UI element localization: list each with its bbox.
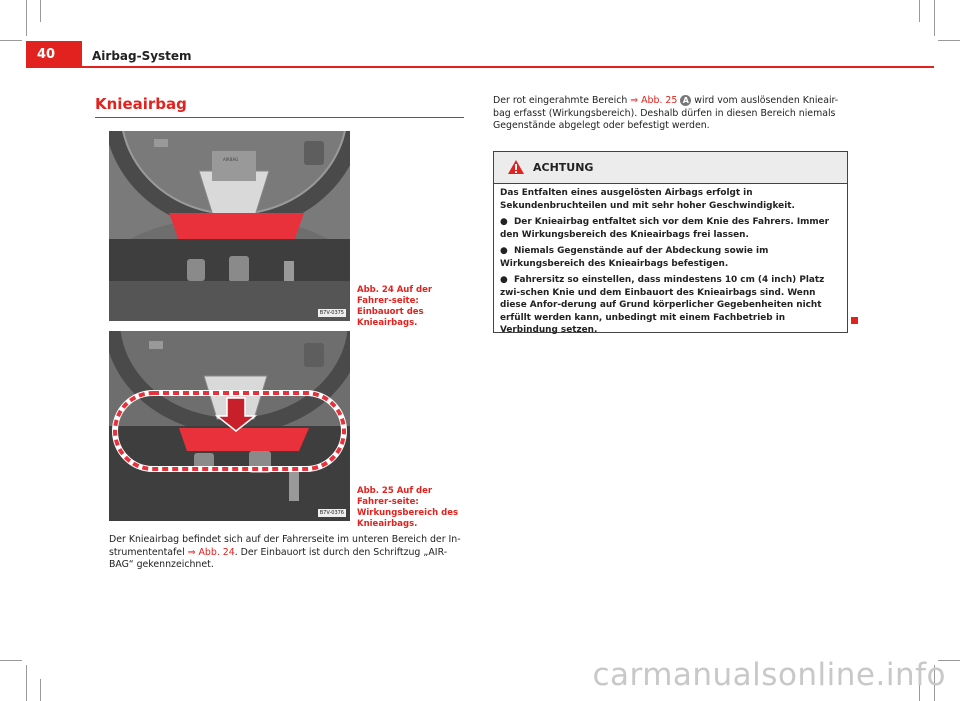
warning-header — [494, 152, 847, 184]
warning-body — [494, 184, 847, 344]
crop-mark — [26, 665, 27, 701]
figure-knee-airbag-zone — [109, 331, 350, 521]
header-rule — [26, 66, 934, 68]
crop-mark — [919, 0, 920, 22]
crop-mark — [938, 40, 960, 41]
figure-reference-link[interactable]: ⇒ Abb. 25 — [630, 95, 678, 106]
figure-code: B7V-0376 — [319, 510, 344, 516]
chapter-title: Airbag-System — [92, 49, 192, 63]
crop-mark — [26, 0, 27, 36]
watermark: carmanualsonline.info — [592, 657, 946, 693]
svg-text:AIRBAG: AIRBAG — [223, 157, 239, 162]
section-end-marker — [851, 317, 858, 324]
warning-triangle-icon — [507, 159, 525, 175]
figure-knee-airbag-location — [109, 131, 350, 321]
figure-code: B7V-0375 — [319, 310, 344, 316]
figure-illustration — [109, 331, 350, 521]
crop-mark — [40, 0, 41, 22]
paragraph-text: wird vom auslösenden Knieair-bag erfasst (Wirkungsbereich). Deshalb dürfen in diesen Bereich niemals Gegenstände abgelegt oder befestigt werden. — [493, 95, 839, 131]
warning-intro: Das Entfalten eines ausgelösten Airbags erfolgt in Sekundenbruchteilen und mit sehr hoher Geschwindigkeit. — [500, 188, 795, 211]
bullet-symbol: ● — [500, 275, 508, 285]
figure-reference-link[interactable]: ⇒ Abb. 24 — [187, 546, 235, 558]
paragraph-text: Der Knieairbag befindet sich auf der Fahrerseite im unteren Bereich der In-strumententafel — [109, 534, 461, 558]
paragraph-text: . Der Einbauort ist durch den Schriftzug „AIR-BAG“ gekennzeichnet. — [109, 546, 448, 570]
paragraph-zone — [493, 95, 843, 133]
section-rule — [95, 117, 464, 118]
callout-marker: A — [680, 95, 691, 106]
crop-mark — [0, 40, 22, 41]
bullet-symbol: ● — [500, 246, 508, 256]
crop-mark — [0, 660, 22, 661]
crop-mark — [934, 0, 935, 36]
warning-bullet — [500, 245, 841, 270]
bullet-symbol: ● — [500, 217, 508, 227]
crop-mark — [40, 679, 41, 701]
paragraph-location — [109, 534, 461, 572]
figure-caption: Abb. 24 Auf der Fahrer-seite: Einbauort des Knieairbags. — [357, 285, 433, 328]
warning-bullet — [500, 216, 841, 241]
paragraph-text: Der rot eingerahmte Bereich — [493, 95, 631, 106]
figure-illustration — [109, 131, 350, 321]
warning-box — [493, 151, 848, 333]
warning-bullet-text: Niemals Gegenstände auf der Abdeckung sowie im Wirkungsbereich des Knieairbags befestigen. — [500, 246, 769, 269]
figure-caption: Abb. 25 Auf der Fahrer-seite: Wirkungsbereich des Knieairbags. — [357, 486, 459, 529]
page-number: 40 — [37, 47, 56, 62]
warning-bullet — [500, 274, 841, 337]
section-title: Knieairbag — [95, 95, 187, 113]
warning-bullet-text: Der Knieairbag entfaltet sich vor dem Knie des Fahrers. Immer den Wirkungsbereich des Knieairbags frei lassen. — [500, 217, 830, 240]
warning-bullet-text: Fahrersitz so einstellen, dass mindestens 10 cm (4 inch) Platz zwi-schen Knie und dem Einbauort des Knieairbags sind. Wenn diese Anfor-derung auf Grund körperlicher Gegebenheiten nicht erfüllt werden kann, unbedingt mit einem Fachbetrieb in Verbindung setzen. — [500, 275, 825, 335]
warning-title: ACHTUNG — [533, 161, 594, 174]
